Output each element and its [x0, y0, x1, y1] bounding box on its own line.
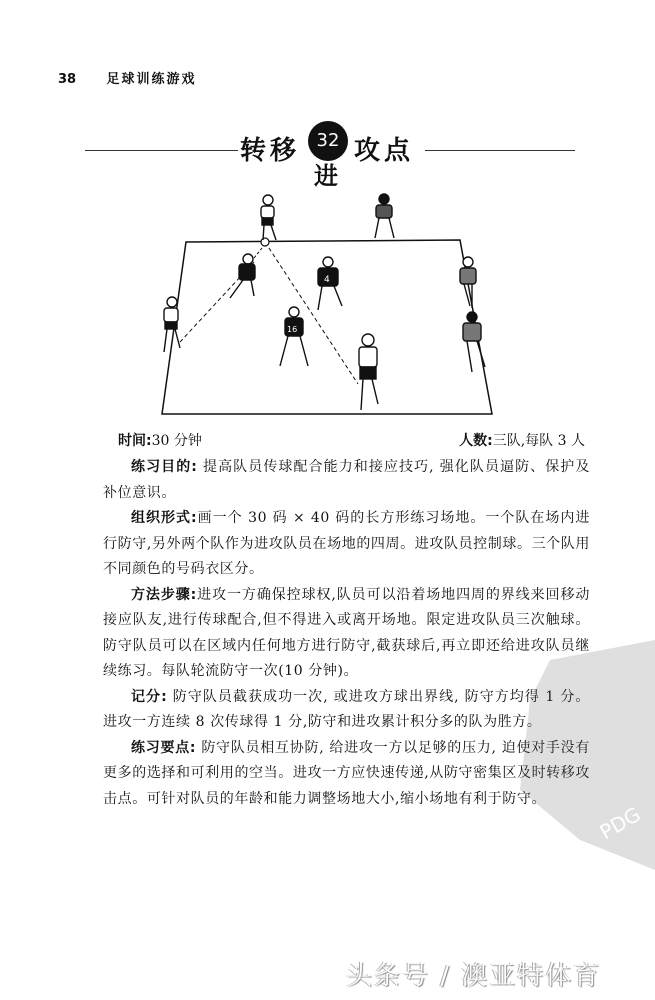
time-label: 时间:: [118, 433, 152, 449]
section-key-points: [103, 736, 590, 813]
section-procedure: [103, 583, 590, 685]
section-text: 提高队员传球配合能力和接应技巧, 强化队员逼防、保护及补位意识。: [103, 459, 590, 501]
svg-text:4: 4: [324, 275, 330, 285]
page-number: 38: [58, 72, 77, 87]
section-text: 防守队员截获成功一次, 或进攻方球出界线, 防守方均得 1 分。进攻一方连续 8 次传球得 1 分,防守和进攻累计积分多的队为胜方。: [103, 688, 591, 730]
title-rule-right: [425, 150, 575, 151]
section-label: 组织形式:: [131, 510, 198, 526]
running-header: [58, 68, 197, 87]
section-label: 练习目的:: [131, 459, 198, 475]
soccer-field-diagram: [150, 192, 510, 422]
drill-description: [103, 455, 590, 812]
title-word-right: 攻点: [352, 130, 416, 167]
section-label: 练习要点:: [131, 739, 197, 756]
time-info: [118, 430, 202, 450]
players-label: 人数:: [459, 433, 493, 449]
book-title: 足球训练游戏: [106, 72, 197, 87]
section-scoring: [103, 685, 590, 736]
time-value: 30 分钟: [151, 433, 202, 449]
players-value: 三队,每队 3 人: [492, 433, 585, 449]
section-label: 记分:: [131, 688, 168, 705]
section-text: 进攻一方确保控球权,队员可以沿着场地四周的界线来回移动接应队友,进行传球配合,但不得进入或离开场地。限定进攻队员三次触球。防守队员可以在区域内任何地方进行防守,截获球后,再立即还给进攻队员继续练习。每队轮流防守一次(10 分钟)。: [103, 586, 590, 679]
svg-text:16: 16: [287, 325, 298, 334]
title-rule-left: [85, 150, 240, 151]
section-text: 防守队员相互协防, 给进攻一方以足够的压力, 迫使对手没有更多的选择和可利用的空当。进攻一方应快速传递,从防守密集区及时转移攻击点。可针对队员的年龄和能力调整场地大小,缩小场地有利于防守。: [103, 739, 590, 807]
section-text: 画一个 30 码 × 40 码的长方形练习场地。一个队在场内进行防守,另外两个队作为进攻队员在场地的四周。进攻队员控制球。三个队用不同颜色的号码衣区分。: [103, 510, 590, 577]
title-word-below: 进: [314, 162, 338, 190]
section-label: 方法步骤:: [131, 586, 197, 603]
section-purpose: [103, 455, 590, 506]
title-word-left: 转移: [238, 130, 302, 167]
svg-text:PDG: PDG: [595, 802, 645, 845]
players-info: [459, 430, 585, 450]
drill-number-badge: 32: [308, 121, 348, 161]
footer-watermark: 头条号 / 澳亚特体育: [346, 961, 602, 991]
pdg-stamp-watermark: [520, 640, 655, 870]
section-organization: [103, 506, 590, 583]
